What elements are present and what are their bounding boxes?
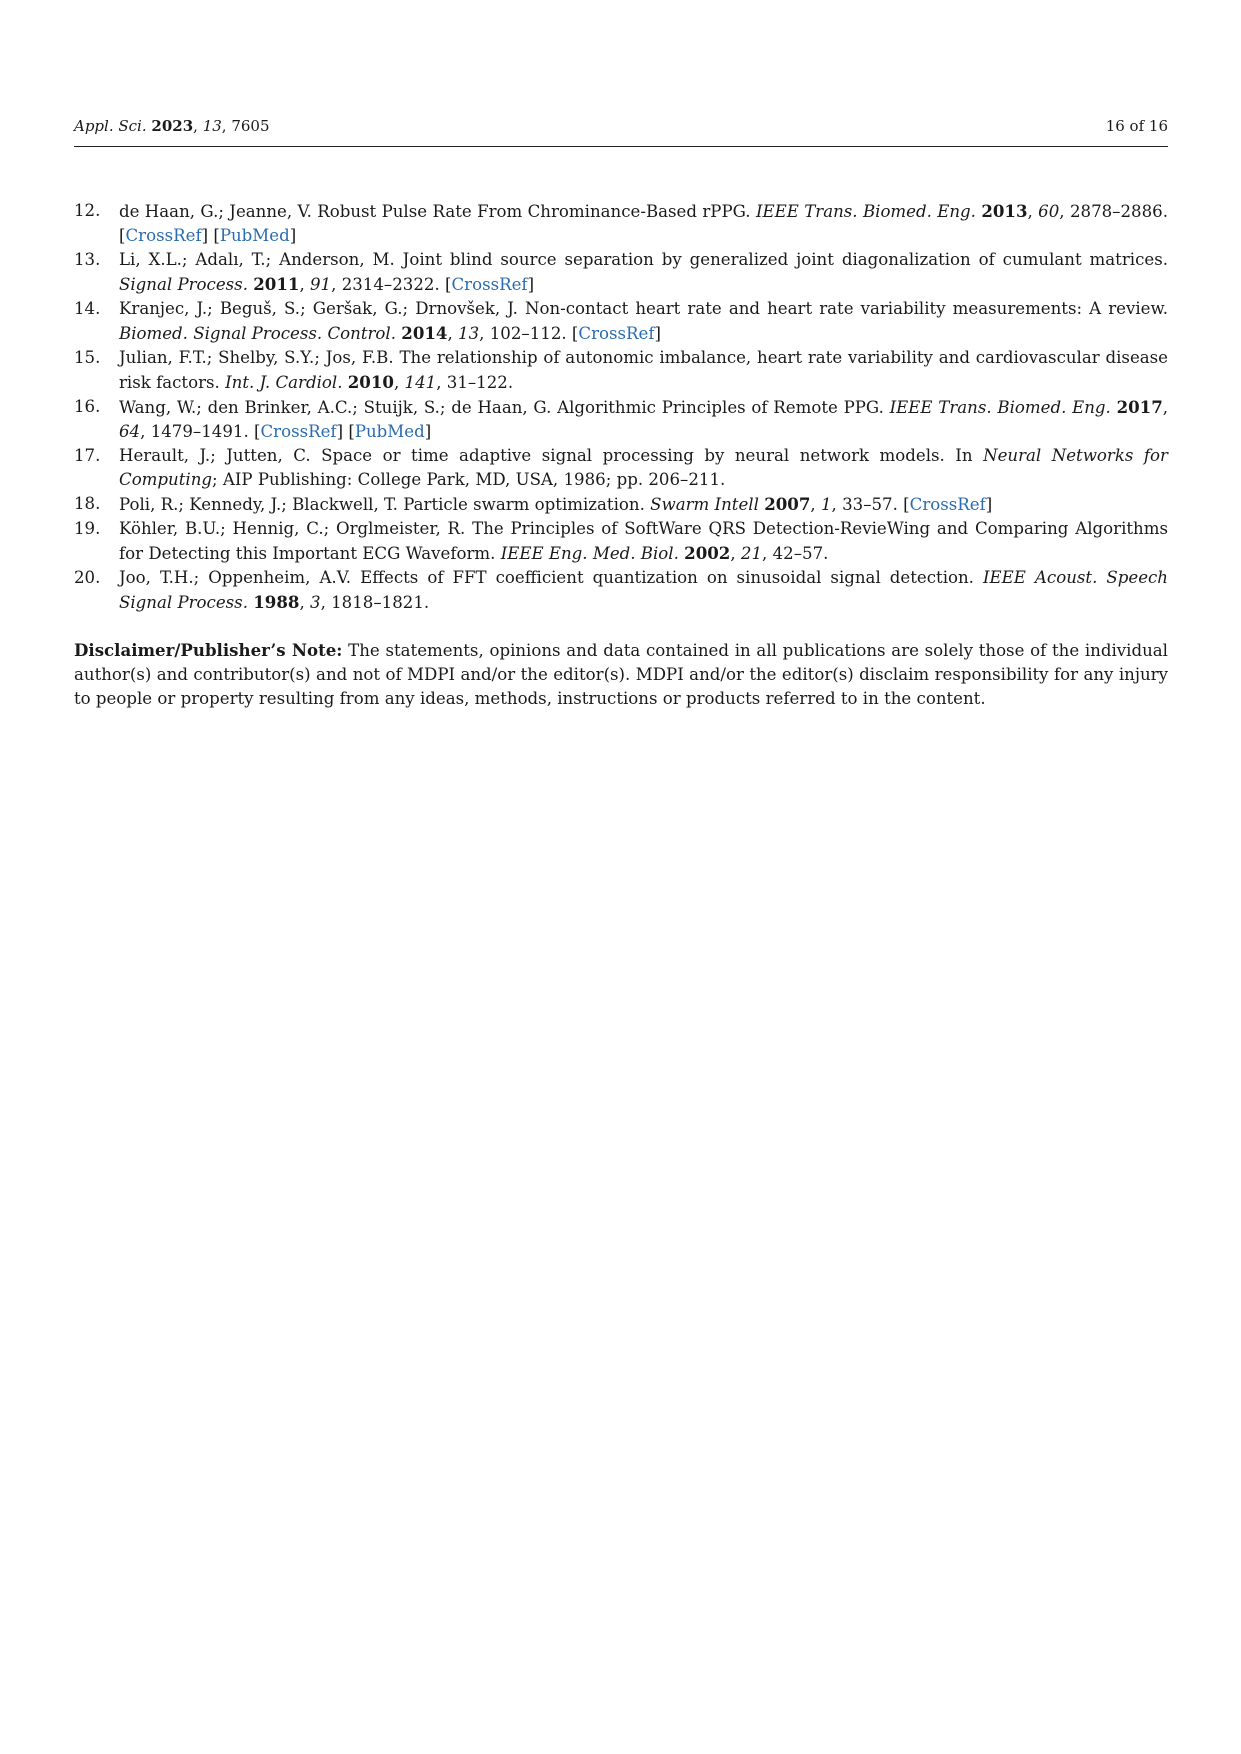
reference-journal: IEEE Trans. Biomed. Eng. — [755, 202, 976, 221]
reference-item: 20. Joo, T.H.; Oppenheim, A.V. Effects of FFT coefficient quantization on sinusoidal signal detection. IEEE Acoust. Speech Signal Process. 1988, 3, 1818–1821. — [74, 568, 1168, 612]
reference-year: 2011 — [253, 274, 300, 294]
reference-authors-title: Poli, R.; Kennedy, J.; Blackwell, T. Particle swarm optimization. — [119, 495, 645, 514]
reference-journal: IEEE Acoust. Speech Signal Process. — [119, 568, 1168, 612]
reference-journal: Swarm Intell — [650, 495, 759, 514]
reference-link-crossref[interactable]: CrossRef — [578, 324, 655, 343]
reference-journal: IEEE Trans. Biomed. Eng. — [889, 398, 1111, 417]
reference-list — [74, 199, 1168, 615]
article-number: 7605 — [231, 117, 270, 135]
reference-number: 19. — [74, 519, 101, 538]
reference-number: 13. — [74, 250, 101, 269]
reference-volume: 21 — [740, 544, 763, 563]
reference-authors-title: Julian, F.T.; Shelby, S.Y.; Jos, F.B. The relationship of autonomic imbalance, heart rate variability and cardiovascular disease risk factors. — [119, 348, 1168, 392]
reference-number: 16. — [74, 397, 101, 416]
reference-year: 1988 — [253, 592, 300, 612]
reference-year: 2017 — [1116, 397, 1163, 417]
reference-volume: 60 — [1038, 202, 1060, 221]
reference-journal: Int. J. Cardiol. — [225, 373, 343, 392]
reference-link-pubmed[interactable]: PubMed — [354, 422, 425, 441]
reference-item: 14. Kranjec, J.; Beguš, S.; Geršak, G.; Drnovšek, J. Non-contact heart rate and heart rate variability measurements: A review. Biomed. Signal Process. Control. 2014, 13, 102–112. [CrossRef] — [74, 299, 1168, 343]
journal-citation: Appl. Sci. 2023, 13, 7605 — [74, 117, 270, 135]
reference-journal: Biomed. Signal Process. Control. — [119, 324, 397, 343]
reference-book: Neural Networks for Computing — [119, 446, 1168, 489]
reference-item: 19. Köhler, B.U.; Hennig, C.; Orglmeister, R. The Principles of SoftWare QRS Detection-RevieWing and Comparing Algorithms for Detecting this Important ECG Waveform. IEEE Eng. Med. Biol. 2002, 21, 42–57. — [74, 519, 1168, 563]
reference-number: 12. — [74, 201, 101, 220]
reference-authors-title: Wang, W.; den Brinker, A.C.; Stuijk, S.; de Haan, G. Algorithmic Principles of Remote PPG. — [119, 398, 884, 417]
disclaimer-note — [74, 638, 1168, 711]
reference-year: 2014 — [401, 323, 448, 343]
reference-pages: 1479–1491. — [150, 422, 249, 441]
reference-year: 2013 — [981, 201, 1028, 221]
reference-volume: 91 — [310, 275, 332, 294]
reference-pages: 1818–1821. — [331, 593, 430, 612]
page-number: 16 of 16 — [1105, 117, 1168, 135]
reference-year: 2007 — [764, 494, 811, 514]
reference-year: 2002 — [684, 543, 731, 563]
header-rule — [74, 146, 1168, 147]
reference-volume: 141 — [404, 373, 437, 392]
reference-volume: 3 — [310, 593, 321, 612]
disclaimer-text: The statements, opinions and data contained in all publications are solely those of the individual author(s) and contributor(s) and not of MDPI and/or the editor(s). MDPI and/or the editor(s) disclaim responsibility for any injury to people or property resulting from any ideas, methods, instructions or products referred to in the content. — [74, 641, 1168, 708]
reference-link-crossref[interactable]: CrossRef — [451, 275, 528, 294]
reference-authors-title: Joo, T.H.; Oppenheim, A.V. Effects of FFT coefficient quantization on sinusoidal signal detection. — [119, 568, 974, 587]
reference-pages: 31–122. — [446, 373, 514, 392]
reference-authors-title: Kranjec, J.; Beguš, S.; Geršak, G.; Drnovšek, J. Non-contact heart rate and heart rate variability measurements: A review. — [119, 299, 1168, 318]
reference-item: 15. Julian, F.T.; Shelby, S.Y.; Jos, F.B. The relationship of autonomic imbalance, heart rate variability and cardiovascular disease risk factors. Int. J. Cardiol. 2010, 141, 31–122. — [74, 348, 1168, 392]
reference-number: 14. — [74, 299, 101, 318]
reference-pages: 102–112. — [489, 324, 567, 343]
journal-year: 2023 — [151, 117, 194, 135]
reference-text: ; AIP Publishing: College Park, MD, USA, 1986; pp. 206–211. — [212, 470, 726, 489]
reference-number: 18. — [74, 494, 101, 513]
reference-item: 12. de Haan, G.; Jeanne, V. Robust Pulse Rate From Chrominance-Based rPPG. IEEE Trans. Biomed. Eng. 2013, 60, 2878–2886. [CrossRef] [PubMed] — [74, 201, 1168, 245]
reference-item: 18. Poli, R.; Kennedy, J.; Blackwell, T. Particle swarm optimization. Swarm Intell 2007, 1, 33–57. [CrossRef] — [74, 494, 993, 514]
reference-pages: 2878–2886. — [1069, 202, 1168, 221]
reference-item: 16. Wang, W.; den Brinker, A.C.; Stuijk, S.; de Haan, G. Algorithmic Principles of Remote PPG. IEEE Trans. Biomed. Eng. 2017, 64, 1479–1491. [CrossRef] [PubMed] — [74, 397, 1169, 441]
reference-volume: 1 — [820, 495, 832, 514]
reference-journal: IEEE Eng. Med. Biol. — [500, 544, 679, 563]
reference-item: 13. Li, X.L.; Adalı, T.; Anderson, M. Joint blind source separation by generalized joint diagonalization of cumulant matrices. Signal Process. 2011, 91, 2314–2322. [CrossRef] — [74, 250, 1168, 294]
reference-journal: Signal Process. — [119, 275, 248, 294]
reference-link-crossref[interactable]: CrossRef — [125, 226, 202, 245]
reference-authors-title: Li, X.L.; Adalı, T.; Anderson, M. Joint blind source separation by generalized joint diagonalization of cumulant matrices. — [119, 250, 1168, 269]
reference-text: Herault, J.; Jutten, C. Space or time adaptive signal processing by neural network models. In — [119, 446, 973, 465]
reference-number: 20. — [74, 568, 101, 587]
reference-item — [74, 444, 1168, 492]
reference-number: 15. — [74, 348, 101, 367]
disclaimer-label: Disclaimer/Publisher’s Note: — [74, 640, 343, 660]
reference-authors-title: de Haan, G.; Jeanne, V. Robust Pulse Rate From Chrominance-Based rPPG. — [119, 202, 751, 221]
reference-link-crossref[interactable]: CrossRef — [260, 422, 337, 441]
reference-pages: 42–57. — [772, 544, 829, 563]
reference-link-pubmed[interactable]: PubMed — [219, 226, 290, 245]
reference-year: 2010 — [347, 372, 394, 392]
journal-volume: 13 — [202, 117, 222, 135]
reference-pages: 2314–2322. — [341, 275, 440, 294]
journal-name: Appl. Sci. — [74, 117, 147, 135]
reference-volume: 64 — [119, 422, 141, 441]
reference-volume: 13 — [458, 324, 480, 343]
reference-link-crossref[interactable]: CrossRef — [909, 495, 986, 514]
reference-pages: 33–57. — [842, 495, 898, 514]
running-header — [74, 116, 1168, 140]
reference-authors-title: Köhler, B.U.; Hennig, C.; Orglmeister, R. The Principles of SoftWare QRS Detection-RevieWing and Comparing Algorithms for Detecting this Important ECG Waveform. — [119, 519, 1168, 563]
reference-number: 17. — [74, 446, 101, 465]
